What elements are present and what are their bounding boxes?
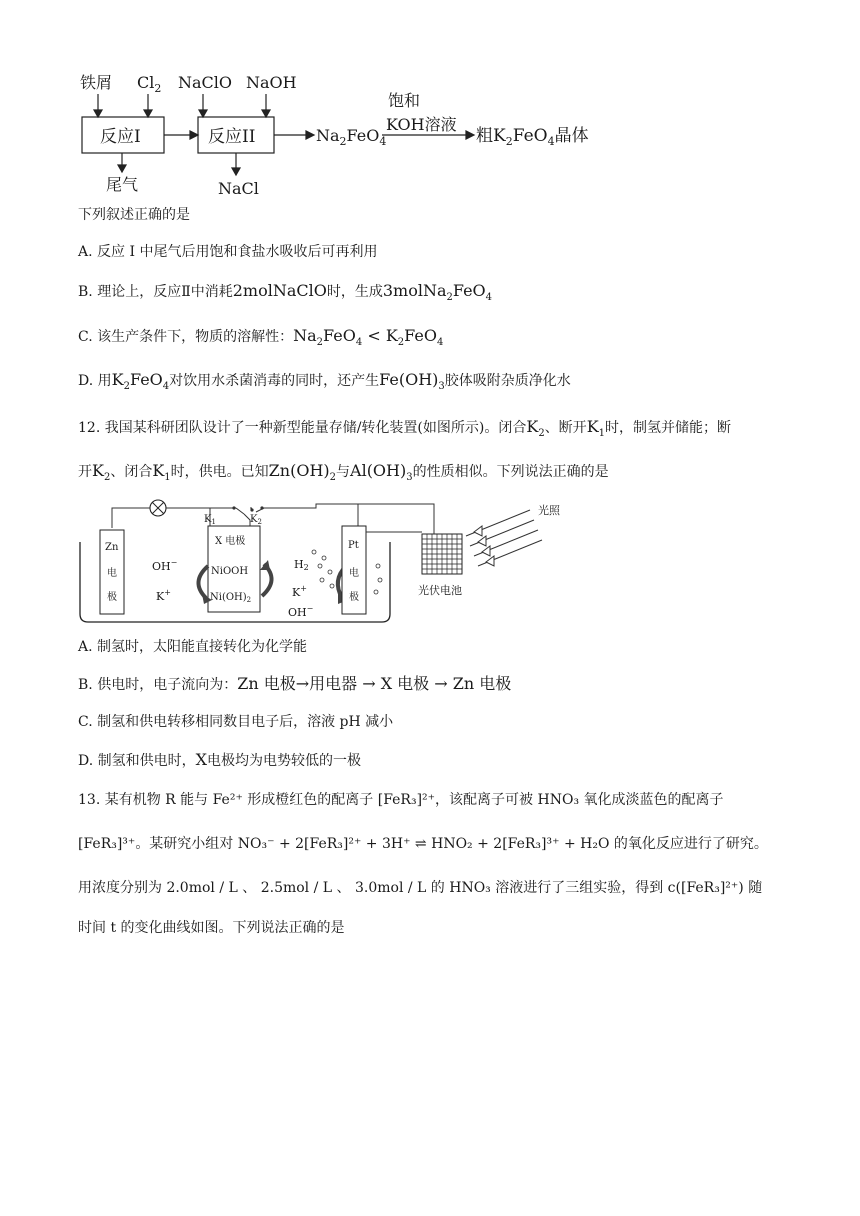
final-product: 粗$K_2FeO_4$晶体 [476, 126, 589, 148]
output-arrows [118, 153, 240, 175]
arrow-2-out [274, 131, 314, 139]
q13-line-3: 用浓度分别为 2.0mol / L 、 2.5mol / L 、 3.0mol / L 的 HNO₃ 溶液进行了三组实验，得到 c([FeR₃]²⁺) 随 [78, 880, 763, 896]
light-label: 光照 [538, 504, 560, 517]
box-reaction-2-label: 反应II [208, 127, 256, 147]
q11-option-a: A. 反应 I 中尾气后用饱和食盐水吸收后可再利用 [78, 244, 378, 260]
input-cl2: $Cl_2$ [137, 73, 162, 95]
q13-line-2: [FeR₃]³⁺。某研究小组对 NO₃⁻ + 2[FeR₃]²⁺ + 3H⁺ ⇌ HNO₂ + 2[FeR₃]³⁺ + H₂O 的氧化反应进行了研究。 [78, 836, 768, 852]
zn-char-2: 极 [107, 592, 117, 603]
input-naoh: NaOH [246, 73, 297, 92]
niooh-label: NiOOH [211, 566, 249, 577]
q11-option-c: C. 该生产条件下，物质的溶解性：$Na_2FeO_4 < K_2FeO_4$ [78, 326, 444, 348]
switch-k2: $K_2$ [250, 514, 262, 526]
h2-label: H2 [294, 558, 309, 572]
pv-label: 光伏电池 [418, 584, 462, 597]
q13-line-4: 时间 t 的变化曲线如图。下列说法正确的是 [78, 920, 345, 936]
output-weiqi: 尾气 [106, 175, 139, 194]
photovoltaic-grid [422, 534, 462, 574]
ion-oh-left: OH− [152, 558, 178, 573]
ion-k-right: K+ [292, 584, 307, 599]
q12-option-b: B. 供电时，电子流向为：Zn 电极→用电器 → X 电极 → Zn 电极 [78, 674, 512, 693]
condition-top: 饱和 [388, 91, 421, 110]
light-rays [466, 510, 542, 566]
ion-oh-right: OH− [288, 604, 314, 619]
zn-label: Zn [105, 542, 119, 553]
arrow-left-curve [198, 566, 208, 598]
q12-option-d: D. 制氢和供电时，X电极均为电势较低的一极 [78, 750, 362, 769]
input-arrows [94, 94, 270, 117]
input-tiexie: 铁屑 [80, 73, 113, 92]
pt-char-1: 电 [349, 568, 359, 579]
q12-line-1: 12. 我国某科研团队设计了一种新型能量存储/转化装置(如图所示)。闭合$K_2$、断开$K_1$时，制氢并储能；断 [78, 417, 732, 439]
q13-line-1: 13. 某有机物 R 能与 Fe²⁺ 形成橙红色的配离子 [FeR₃]²⁺，该配离子可被 HNO₃ 氧化成淡蓝色的配离子 [78, 792, 724, 808]
input-naclo: NaClO [178, 73, 233, 92]
flow-diagram [60, 62, 620, 202]
arrow-1-2 [164, 131, 198, 139]
product-na2feo4: $Na_2FeO_4$ [316, 126, 387, 148]
x-electrode-label: X 电极 [215, 536, 246, 547]
q11-option-d: D. 用$K_2FeO_4$对饮用水杀菌消毒的同时，还产生$Fe(OH)_3$胶体吸附杂质净化水 [78, 370, 571, 392]
zn-char-1: 电 [107, 568, 117, 579]
q12-option-c: C. 制氢和供电转移相同数目电子后，溶液 pH 减小 [78, 714, 394, 730]
ion-k-left: K+ [156, 588, 171, 603]
condition-bottom: KOH溶液 [386, 115, 457, 134]
output-nacl: NaCl [218, 179, 259, 198]
switch-k1: $K_1$ [204, 514, 216, 526]
pt-label: Pt [348, 540, 359, 551]
q12-option-a: A. 制氢时，太阳能直接转化为化学能 [78, 639, 308, 655]
nioh2-label: $Ni(OH)_2$ [210, 592, 252, 604]
q11-option-b: B. 理论上，反应Ⅱ中消耗2molNaClO时，生成3molNa$_2$FeO$_4$ [78, 281, 493, 303]
q11-stem: 下列叙述正确的是 [78, 207, 190, 223]
pt-char-2: 极 [349, 592, 359, 603]
q12-line-2: 开$K_2$、闭合$K_1$时，供电。已知$Zn(OH)_2$与$Al(OH)_3$的性质相似。下列说法正确的是 [78, 461, 609, 483]
box-reaction-1-label: 反应I [100, 127, 141, 147]
device-diagram [76, 496, 576, 630]
